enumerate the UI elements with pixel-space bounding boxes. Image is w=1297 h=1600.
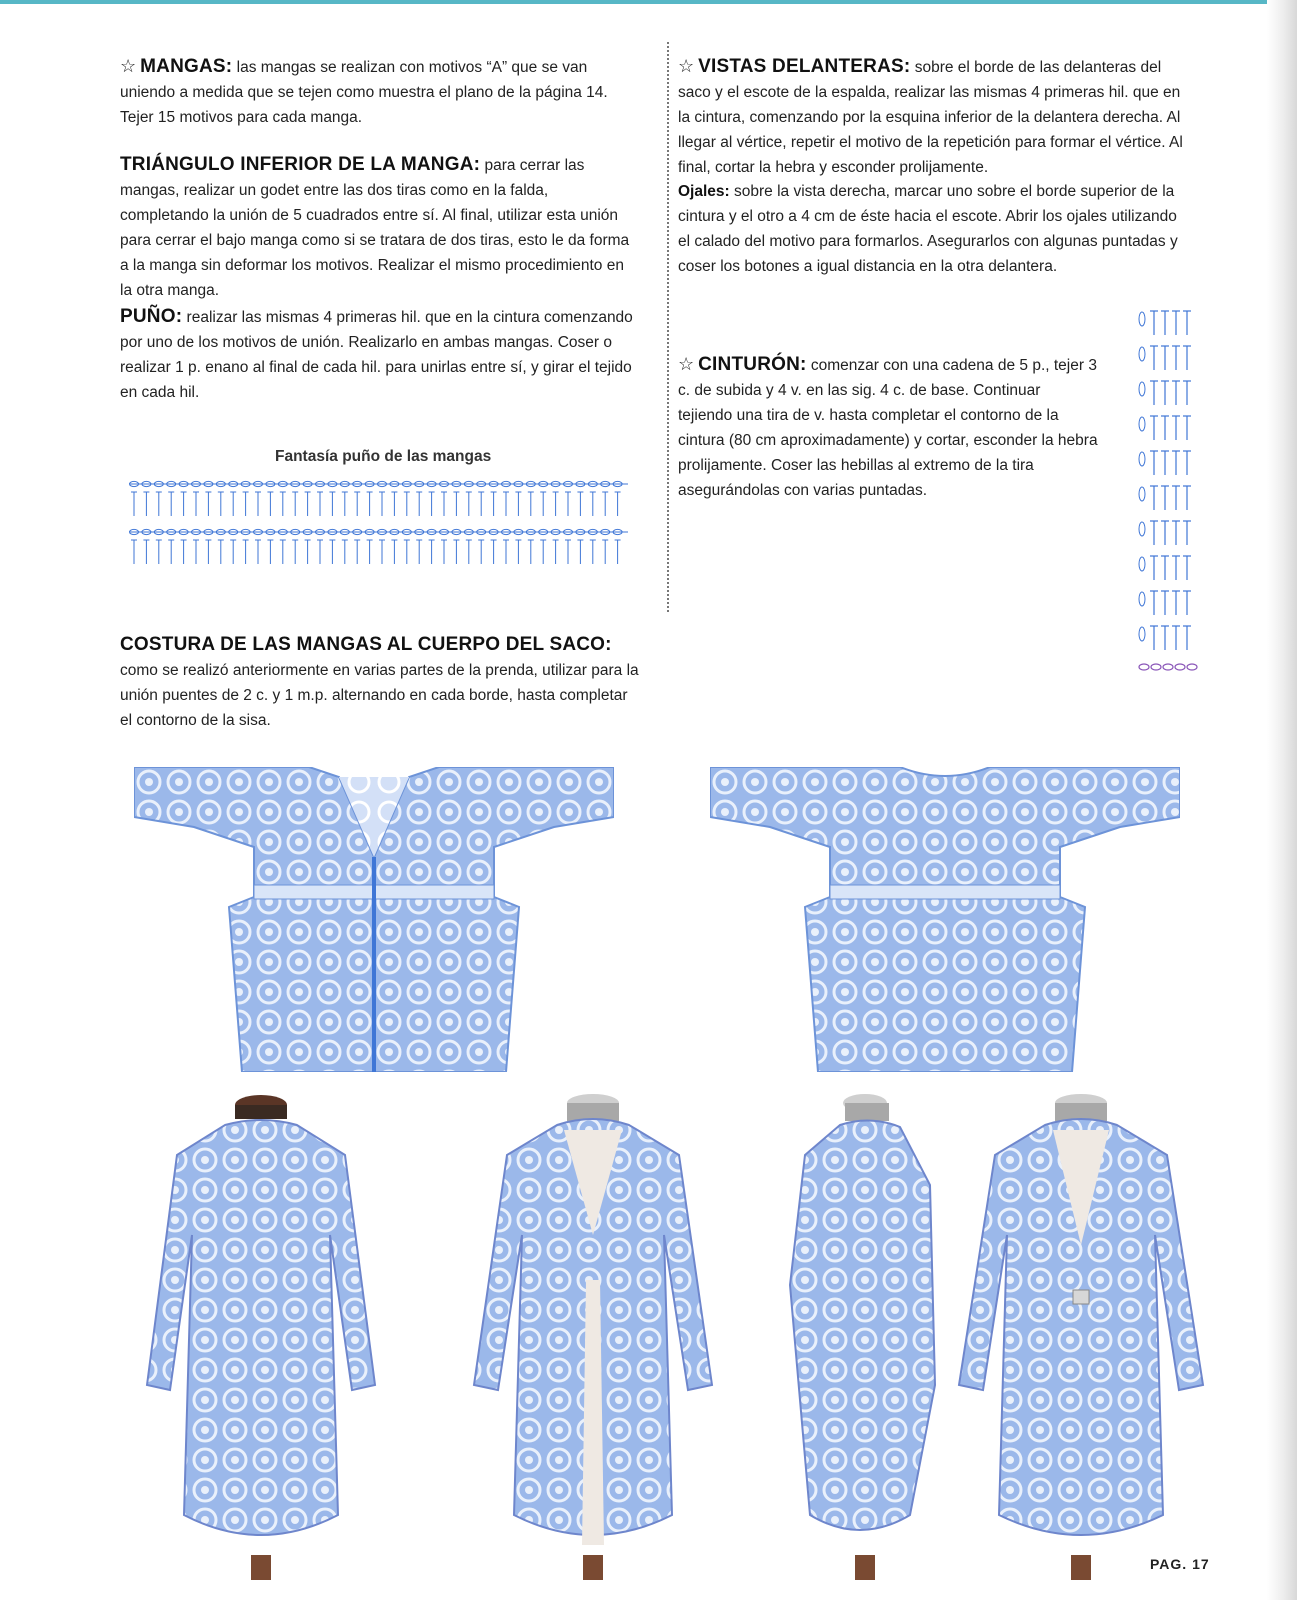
- star-icon: ☆: [678, 56, 695, 76]
- jacket-front-schematic: [134, 767, 614, 1072]
- text-mangas: las mangas se realizan con motivos “A” que se van uniendo a medida que se tejen como muestra el plano de la página 14. Tejer 15 motivos para cada manga.: [120, 59, 608, 126]
- heading-costura: COSTURA DE LAS MANGAS AL CUERPO DEL SACO:: [120, 634, 612, 655]
- text-costura: como se realizó anteriormente en varias partes de la prenda, utilizar para la unión puentes de 2 c. y 1 m.p. alternando en cada borde, hasta completar el contorno de la sisa.: [120, 662, 639, 729]
- heading-triangulo: TRIÁNGULO INFERIOR DE LA MANGA:: [120, 154, 481, 175]
- turning-chain-symbol: [1139, 312, 1145, 326]
- turning-chain-symbol: [1139, 487, 1145, 501]
- section-mangas: [120, 54, 638, 130]
- turning-chain-symbol: [1139, 557, 1145, 571]
- jacket-photo-front-closed: [935, 1085, 1227, 1580]
- text-triangulo: para cerrar las mangas, realizar un godet entre las dos tiras como en la falda, completando la unión de 5 cuadrados entre sí. Al final, utilizar esta unión para cerrar el bajo manga como si se tratara de dos tiras, esto le da forma a la manga sin deformar los motivos. Realizar el mismo procedimiento en la otra manga.: [120, 157, 630, 299]
- belt-stitch-chart: [1136, 305, 1202, 675]
- foundation-chain-symbol: [1175, 664, 1185, 670]
- jacket-photo-back: [130, 1085, 392, 1580]
- heading-ojales: Ojales:: [678, 183, 730, 200]
- star-icon: ☆: [678, 354, 695, 374]
- text-cinturon: comenzar con una cadena de 5 p., tejer 3 c. de subida y 4 v. en las sig. 4 c. de base. Continuar tejiendo una tira de v. hasta completar el contorno de la cintura (80 cm aproximadamente) y cortar, esconder la hebra prolijamente. Coser las hebillas al extremo de la tira asegurándolas con varias puntadas.: [678, 357, 1098, 499]
- jacket-back-schematic: [710, 767, 1180, 1072]
- foundation-chain-symbol: [1187, 664, 1197, 670]
- turning-chain-symbol: [1139, 522, 1145, 536]
- section-vistas: [678, 54, 1193, 180]
- page-number: PAG. 17: [1150, 1556, 1210, 1572]
- heading-vistas: VISTAS DELANTERAS:: [698, 56, 911, 77]
- section-puno: [120, 304, 638, 405]
- heading-cinturon: CINTURÓN:: [698, 354, 807, 375]
- text-vistas: sobre el borde de las delanteras del saco y el escote de la espalda, realizar las mismas 4 primeras hil. que en la cintura, comenzando por la esquina inferior de la delantera derecha. Al llegar al vértice, repetir el motivo de la repetición para formar el vértice. Al final, cortar la hebra y esconder prolijamente.: [678, 59, 1183, 176]
- text-ojales: sobre la vista derecha, marcar uno sobre el borde superior de la cintura y el otro a 4 cm de éste hacia el escote. Abrir los ojales utilizando el calado del motivo para formarlos. Asegurarlos con algunas puntadas y coser los botones a igual distancia en la otra delantera.: [678, 183, 1178, 275]
- text-puno: realizar las mismas 4 primeras hil. que en la cintura comenzando por uno de los motivos de unión. Realizarlo en ambas mangas. Coser o realizar 1 p. enano al final de cada hil. para unirlas entre sí, y girar el tejido en cada hil.: [120, 309, 633, 401]
- cuff-chart-title: Fantasía puño de las mangas: [275, 448, 492, 465]
- section-cinturon: [678, 352, 1098, 503]
- jacket-photo-front-open: [454, 1085, 732, 1580]
- turning-chain-symbol: [1139, 382, 1145, 396]
- column-divider: [667, 42, 669, 612]
- cuff-stitch-chart: [128, 478, 638, 590]
- turning-chain-symbol: [1139, 417, 1145, 431]
- section-triangulo: [120, 152, 638, 303]
- turning-chain-symbol: [1139, 592, 1145, 606]
- top-accent-rule: [0, 0, 1297, 4]
- page-gutter-shadow: [1267, 0, 1297, 1600]
- star-icon: ☆: [120, 56, 137, 76]
- foundation-chain-symbol: [1139, 664, 1149, 670]
- turning-chain-symbol: [1139, 452, 1145, 466]
- section-costura: [120, 632, 640, 733]
- section-ojales: [678, 179, 1193, 279]
- foundation-chain-symbol: [1151, 664, 1161, 670]
- turning-chain-symbol: [1139, 347, 1145, 361]
- turning-chain-symbol: [1139, 627, 1145, 641]
- heading-mangas: MANGAS:: [140, 56, 233, 77]
- heading-puno: PUÑO:: [120, 306, 183, 327]
- foundation-chain-symbol: [1163, 664, 1173, 670]
